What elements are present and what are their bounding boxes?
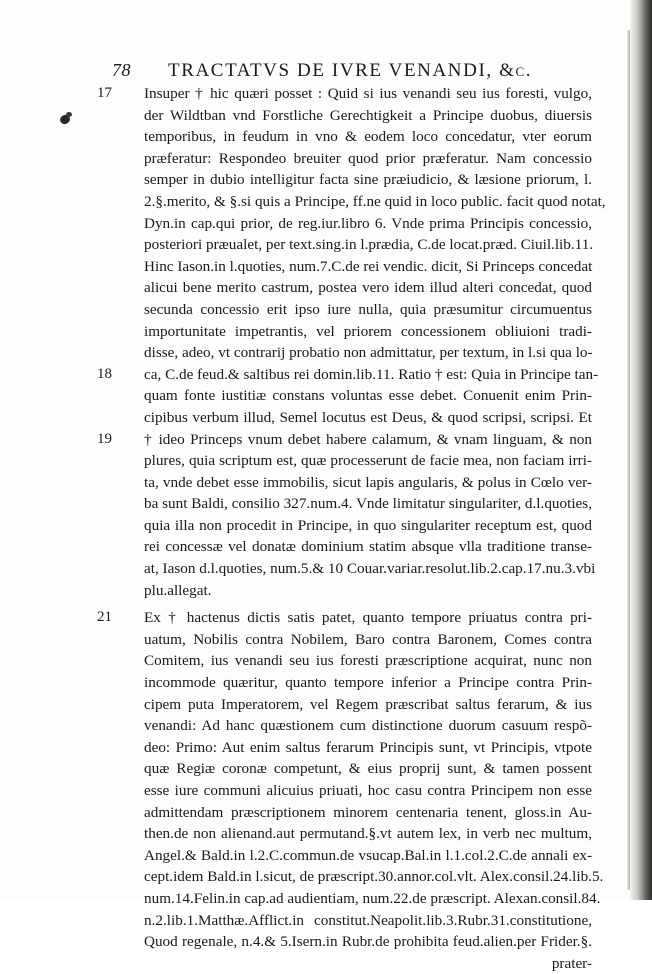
line-text: n.2.lib.1.Matthæ.Afflict.in constitut.Neapolit.lib.3.Rubr.31.constitutione,: [144, 911, 592, 929]
line-text: incommode quæritur, quanto tempore inferior a Principe contra Prin-: [144, 674, 592, 692]
line-text: venandi: Ad hanc quæstionem cum distinctione duorum casuum respõ-: [144, 717, 592, 735]
line-text: ca, C.de feud.& saltibus rei domin.lib.11. Ratio † est: Quia in Principe tan-: [144, 365, 599, 383]
text-line: [144, 558, 596, 580]
text-line: [144, 105, 592, 127]
text-line: [144, 580, 592, 602]
line-text: der Wildtban vnd Forstliche Gerechtigkeit a Principe duobus, diuersis: [144, 106, 592, 124]
text-line: [144, 234, 592, 256]
marginal-number: 17: [97, 85, 112, 101]
text-line: [144, 385, 592, 407]
text-line: [144, 299, 592, 321]
text-line: [144, 737, 592, 759]
binding-spine: [630, 0, 652, 900]
line-text: Angel.& Bald.in l.2.C.commun.de vsucap.Bal.in l.1.col.2.C.de annali ex-: [144, 846, 592, 864]
text-line: [144, 694, 592, 716]
line-text: prater-: [551, 954, 592, 972]
line-text: temporibus, in feudum in vno & eodem loco concedatur, vter eorum: [144, 128, 592, 146]
text-line: [144, 493, 592, 515]
text-line: [144, 650, 592, 672]
line-text: admittendam præscriptionem minorem centenaria tenent, gloss.in Au-: [144, 803, 592, 821]
line-text: cipem puta Imperatorem, vel Regem præscribat saltus ferarum, & ius: [144, 695, 592, 713]
text-line: [97, 364, 599, 386]
ink-blot: [66, 112, 72, 117]
text-line: [144, 629, 592, 651]
text-line: [144, 953, 592, 974]
text-line: [144, 191, 606, 213]
text-line: [144, 715, 592, 737]
line-text: † ideo Princeps vnum debet habere calamum, & vnam linguam, & non: [144, 430, 592, 448]
text-line: [144, 126, 592, 148]
line-text: secunda concessio erit ipso iure nulla, quia præsumitur circumuentus: [144, 300, 592, 318]
line-text: Ex † hactenus dictis satis patet, quanto tempore priuatus contra pri-: [144, 609, 592, 627]
line-text: quæ Regiæ coronæ competunt, & eius proprij sunt, & tamen possent: [144, 760, 592, 778]
text-line: [144, 169, 592, 191]
body-text: [97, 83, 606, 974]
text-line: [144, 866, 604, 888]
line-text: alicui bene merito castrum, postea vero idem illud alteri concedat, quod: [144, 279, 592, 297]
line-text: cept.idem Bald.in l.sicut, de præscript.30.annor.col.vlt. Alex.consil.24.lib.5.: [144, 868, 604, 886]
line-text: ba sunt Baldi, consilio 327.num.4. Vnde limitatur singulariter, d.l.quoties,: [144, 495, 592, 513]
line-text: Hinc Iason.in l.quoties, num.7.C.de rei vendic. dicit, Si Princeps concedat: [144, 257, 593, 275]
line-text: importunitate impetrantis, vel priorem concessionem obliuioni tradi-: [144, 322, 592, 340]
line-text: Quod regenale, n.4.& 5.Isern.in Rubr.de prohibita feud.alien.per Frider.§.: [144, 933, 592, 951]
text-line: [144, 515, 592, 537]
running-title: TRACTATVS DE IVRE VENANDI, &c.: [168, 60, 533, 81]
text-line: [144, 802, 592, 824]
text-line: [144, 823, 592, 845]
line-text: esse iure communi alicuius priuati, hoc casu contra Principem non esse: [144, 782, 592, 799]
line-text: plures, quia scriptum est, quæ processerunt de facie mea, non faciam irri-: [144, 452, 592, 470]
line-text: quam fonte iustitiæ constans voluntas esse debet. Conuenit enim Prin-: [144, 387, 592, 405]
text-line: [144, 672, 592, 694]
text-line: [144, 450, 592, 472]
text-line: [144, 931, 592, 953]
line-text: then.de non alienand.aut permutand.§.vt autem lex, in verb nec multum,: [144, 825, 592, 843]
text-line: [144, 148, 592, 170]
page-number: 78: [112, 60, 131, 80]
line-text: præferatur: Respondeo breuiter quod prior præferatur. Nam concessio: [144, 149, 592, 167]
line-text: rei concessæ vel donatæ dominium statim absque vlla traditione transe-: [144, 538, 592, 556]
text-line: [144, 758, 592, 780]
text-line: [144, 845, 592, 867]
marginal-number: 19: [97, 430, 112, 447]
text-line: [144, 780, 592, 802]
text-line: [144, 536, 592, 558]
marginal-number: 21: [97, 609, 112, 626]
line-text: semper in dubio intelligitur facta sine præiudicio, & læsione priorum, l.: [144, 171, 592, 189]
text-line: [144, 277, 592, 299]
text-line: [97, 83, 592, 105]
line-text: 2.§.merito, & §.si quis a Principe, ff.ne quid in loco public. facit quod notat,: [144, 192, 606, 210]
text-line: [144, 910, 592, 932]
line-text: quia illa non procedit in Principe, in quo singulariter receptum est, quod: [144, 516, 592, 534]
text-line: [144, 342, 592, 364]
text-line: [97, 607, 592, 629]
line-text: Comitem, ius venandi seu ius foresti præscriptione acquirat, nunc non: [144, 652, 592, 670]
line-text: Dyn.in cap.qui prior, de reg.iur.libro 6. Vnde prima Principis concessio,: [144, 214, 592, 232]
line-text: disse, adeo, vt contrarij probatio non admittatur, per textum, in l.si qua lo-: [144, 344, 593, 362]
text-line: [144, 256, 592, 278]
text-line: [97, 429, 592, 451]
line-text: at, Iason d.l.quoties, num.5.& 10 Couar.variar.resolut.lib.2.cap.17.nu.3.vbi: [144, 560, 596, 578]
text-line: [144, 213, 592, 235]
line-text: posteriori præualet, per text.sing.in l.prædia, C.de locat.præd. Ciuil.lib.11.: [144, 236, 594, 254]
line-text: uatum, Nobilis contra Nobilem, Baro contra Baronem, Comes contra: [144, 630, 592, 648]
marginal-number: 18: [97, 365, 112, 382]
line-text: Insuper † hic quæri posset : Quid si ius venandi seu ius foresti, vulgo,: [144, 85, 592, 102]
line-text: cipibus verbum illud, Semel locutus est Deus, & quod scripsi, scripsi. Et: [144, 408, 592, 426]
page-header: [112, 60, 582, 82]
line-text: deo: Primo: Aut enim saltus ferarum Principis sunt, vt Principis, vtpote: [144, 738, 592, 756]
text-line: [144, 472, 592, 494]
line-text: plu.allegat.: [144, 581, 212, 599]
text-line: [144, 888, 601, 910]
text-line: [144, 321, 592, 343]
line-text: num.14.Felin.in cap.ad audientiam, num.22.de præscript. Alexan.consil.84.: [144, 889, 601, 907]
text-line: [144, 407, 592, 429]
line-text: ta, vnde debet esse immobilis, sicut lapis angularis, & polus in Cœlo ver-: [144, 473, 592, 491]
